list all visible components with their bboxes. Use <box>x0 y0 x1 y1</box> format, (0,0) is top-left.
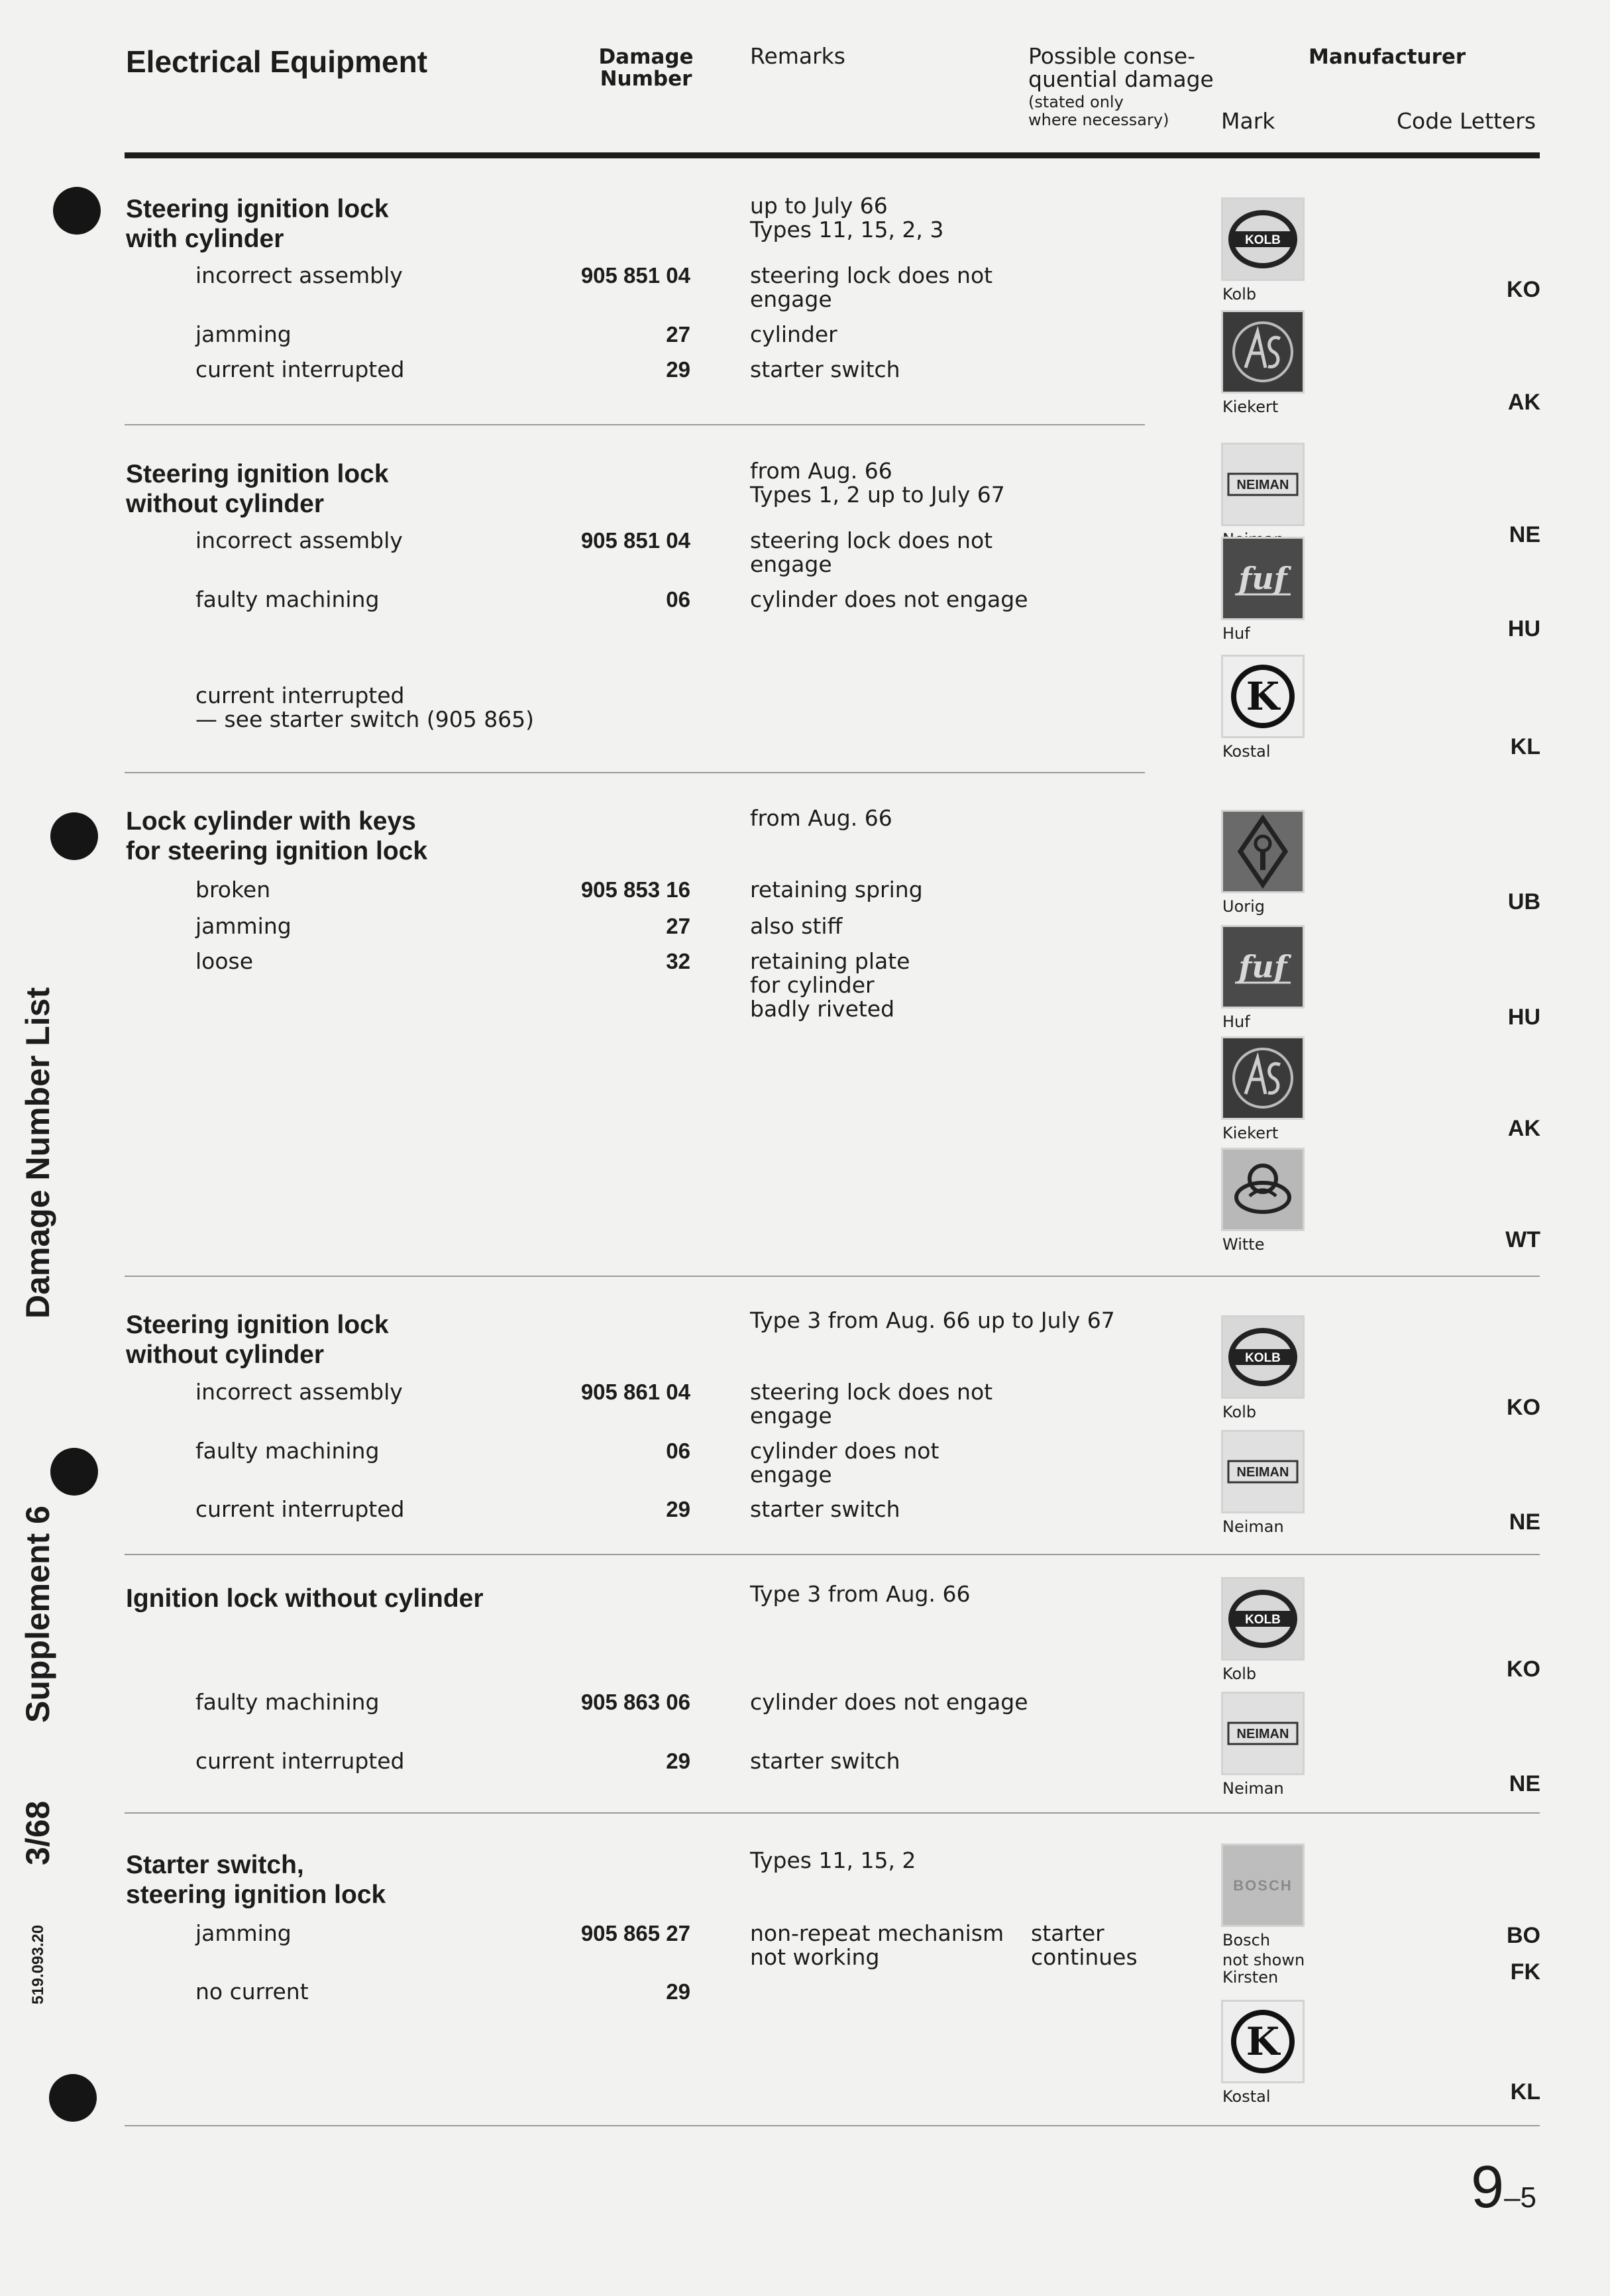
svg-text:fuf: fuf <box>1238 561 1287 596</box>
remark-line: engage <box>750 286 832 312</box>
damage-item <box>195 1380 403 1404</box>
section-divider <box>125 2125 1540 2126</box>
manufacturer-name: Kostal <box>1222 2087 1271 2106</box>
damage-number: 905 861 04 <box>580 1380 690 1404</box>
remark-line: starter switch <box>750 356 900 382</box>
neiman-logo-icon <box>1221 443 1305 526</box>
damage-number: 32 <box>666 949 690 973</box>
consequential-damage <box>1031 1922 1183 1969</box>
damage-number: 905 851 04 <box>580 263 690 288</box>
manufacturer-name: Uorig <box>1222 897 1265 916</box>
consequential-header: Possible conse- quential damage (stated only where necessary) <box>1028 43 1214 129</box>
code-letters-header: Code Letters <box>1397 108 1536 134</box>
remarks-header: Remarks <box>750 43 845 69</box>
sidebar-supplement: Supplement 6 <box>19 1505 56 1723</box>
section-divider <box>125 772 1145 773</box>
code-letters: AK <box>1507 390 1540 415</box>
svg-text:fuf: fuf <box>1238 949 1287 985</box>
damage-item-label: jamming <box>195 913 292 939</box>
section-title-line: Steering ignition lock <box>126 1311 389 1339</box>
binder-hole <box>50 812 98 860</box>
section-remarks <box>750 1582 1121 1606</box>
damage-remark <box>750 358 1035 382</box>
sidebar-list-title: Damage Number List <box>19 987 56 1319</box>
section-title-line: with cylinder <box>126 225 284 253</box>
svg-text:NEIMAN: NEIMAN <box>1236 478 1289 492</box>
code-letters: KL <box>1510 2079 1540 2105</box>
damage-number: 27 <box>666 914 690 938</box>
code-letters: HU <box>1507 1005 1540 1030</box>
remark-line: starter switch <box>750 1748 900 1774</box>
remarks-line: Types 11, 15, 2, 3 <box>750 217 944 243</box>
bosch-logo-icon <box>1221 1843 1305 1927</box>
damage-item <box>195 1922 292 1945</box>
damage-item <box>195 684 534 732</box>
damage-number: 29 <box>666 1979 690 2004</box>
neiman-logo-icon <box>1221 1430 1305 1513</box>
damage-item <box>195 1980 309 2004</box>
damage-remark <box>750 1439 1035 1487</box>
damage-item-note: — see starter switch (905 865) <box>195 706 535 732</box>
remark-line: cylinder does not engage <box>750 1689 1028 1715</box>
remark-line: cylinder does not engage <box>750 586 1028 612</box>
damage-number: 27 <box>666 322 690 347</box>
remark-line: engage <box>750 1403 832 1429</box>
binder-hole <box>53 187 101 235</box>
damage-remark <box>750 529 1035 576</box>
remark-line: also stiff <box>750 913 843 939</box>
huf-logo-icon <box>1221 537 1305 620</box>
damage-item <box>195 588 379 612</box>
binder-hole <box>49 2074 97 2122</box>
kostal-logo-icon <box>1221 655 1305 738</box>
damage-item-label: incorrect assembly <box>195 527 403 553</box>
svg-text:K: K <box>1246 674 1280 719</box>
manufacturer-name: Witte <box>1222 1235 1265 1254</box>
uorig-logo-icon <box>1221 810 1305 893</box>
damage-item-label: no current <box>195 1979 309 2004</box>
remarks-line: Type 3 from Aug. 66 up to July 67 <box>750 1307 1115 1333</box>
consequence-line: continues <box>1031 1944 1138 1970</box>
manufacturer-name: Huf <box>1222 624 1250 643</box>
damage-number: 29 <box>666 1497 690 1521</box>
damage-item <box>195 323 292 347</box>
damage-item <box>195 529 403 553</box>
binder-hole <box>50 1448 98 1496</box>
code-letters: NE <box>1509 522 1540 547</box>
manufacturer-name: Bosch <box>1222 1931 1271 1949</box>
section-remarks <box>750 459 1121 507</box>
damage-number: 06 <box>666 1439 690 1463</box>
manufacturer-name: Kolb <box>1222 1403 1257 1421</box>
code-letters: UB <box>1507 889 1540 914</box>
code-letters: KO <box>1507 277 1540 302</box>
manufacturer-name: Kiekert <box>1222 1124 1279 1142</box>
kolb-logo-icon <box>1221 197 1305 281</box>
damage-item <box>195 1690 379 1714</box>
section-title <box>126 806 427 866</box>
remark-line: for cylinder <box>750 972 875 998</box>
remark-line: starter switch <box>750 1496 900 1522</box>
code-letters: AK <box>1507 1116 1540 1141</box>
damage-item-label: faulty machining <box>195 586 380 612</box>
damage-remark <box>750 878 1035 902</box>
svg-text:NEIMAN: NEIMAN <box>1236 1727 1289 1741</box>
section-title <box>126 459 389 519</box>
damage-number: 905 863 06 <box>580 1690 690 1714</box>
huf-logo-icon <box>1221 925 1305 1009</box>
mark-header: Mark <box>1221 108 1275 134</box>
remark-line: non-repeat mechanism <box>750 1920 1004 1946</box>
section-remarks <box>750 1849 1121 1873</box>
section-title-line: Starter switch, <box>126 1851 304 1879</box>
damage-item <box>195 1498 404 1521</box>
remark-line: not working <box>750 1944 880 1970</box>
damage-number: 905 865 27 <box>580 1921 690 1945</box>
damage-item-label: incorrect assembly <box>195 262 403 288</box>
remarks-line: from Aug. 66 <box>750 458 892 484</box>
svg-text:KOLB: KOLB <box>1245 1351 1281 1365</box>
damage-number: 29 <box>666 1749 690 1773</box>
damage-remark <box>750 1690 1035 1714</box>
header-rule <box>125 152 1540 158</box>
svg-text:NEIMAN: NEIMAN <box>1236 1465 1289 1480</box>
damage-item-label: loose <box>195 948 254 974</box>
section-title-line: for steering ignition lock <box>126 837 428 865</box>
remark-line: steering lock does not <box>750 1379 993 1405</box>
damage-remark <box>750 1922 1035 1969</box>
section-title <box>126 1310 389 1370</box>
damage-number: 06 <box>666 587 690 612</box>
damage-item-label: current interrupted <box>195 683 405 708</box>
sidebar-date: 3/68 <box>19 1800 56 1865</box>
damage-item-label: incorrect assembly <box>195 1379 403 1405</box>
damage-item <box>195 950 253 973</box>
sidebar-doc-number: 519.093.20 <box>29 1924 47 2004</box>
manufacturer-name: Neiman <box>1222 1517 1284 1536</box>
manufacturer-name: not shown Kirsten <box>1222 1951 1305 1987</box>
witte-logo-icon <box>1221 1148 1305 1231</box>
section-remarks <box>750 1309 1121 1333</box>
manufacturer-header: Manufacturer <box>1309 45 1466 69</box>
damage-remark <box>750 264 1035 311</box>
manufacturer-name: Kolb <box>1222 285 1257 303</box>
manufacturer-name: Kiekert <box>1222 398 1279 416</box>
section-title-line: without cylinder <box>126 1340 325 1369</box>
section-title <box>126 1584 484 1613</box>
damage-item-label: faulty machining <box>195 1689 380 1715</box>
damage-item-label: broken <box>195 877 271 902</box>
section-remarks <box>750 806 1121 830</box>
damage-item-label: current interrupted <box>195 1748 405 1774</box>
svg-text:K: K <box>1246 2019 1280 2064</box>
svg-text:BOSCH: BOSCH <box>1233 1877 1293 1894</box>
section-title-line: Ignition lock without cylinder <box>126 1584 484 1613</box>
code-letters: HU <box>1507 616 1540 641</box>
manufacturer-name: Huf <box>1222 1012 1250 1031</box>
section-divider <box>125 424 1145 425</box>
damage-item-label: jamming <box>195 1920 292 1946</box>
remark-line: steering lock does not <box>750 527 993 553</box>
damage-remark <box>750 323 1035 347</box>
remark-line: engage <box>750 1462 832 1488</box>
damage-number: 905 851 04 <box>580 528 690 553</box>
remarks-line: Types 11, 15, 2 <box>750 1847 916 1873</box>
code-letters: FK <box>1510 1959 1540 1985</box>
damage-remark <box>750 914 1035 938</box>
kiekert-logo-icon <box>1221 310 1305 394</box>
svg-text:KOLB: KOLB <box>1245 1613 1281 1627</box>
damage-item <box>195 264 403 288</box>
section-title-line: Steering ignition lock <box>126 460 389 488</box>
remarks-line: Types 1, 2 up to July 67 <box>750 482 1005 508</box>
manufacturer-name: Kostal <box>1222 742 1271 761</box>
remark-line: badly riveted <box>750 996 895 1022</box>
section-title <box>126 1850 386 1910</box>
page-number: 9–5 <box>1471 2154 1537 2220</box>
remark-line: steering lock does not <box>750 262 993 288</box>
code-letters: KO <box>1507 1395 1540 1420</box>
damage-number: 29 <box>666 357 690 382</box>
page-title: Electrical Equipment <box>126 44 428 79</box>
remark-line: retaining plate <box>750 948 910 974</box>
remarks-line: from Aug. 66 <box>750 805 892 831</box>
kiekert-logo-icon <box>1221 1036 1305 1120</box>
remark-line: cylinder does not <box>750 1438 939 1464</box>
kolb-logo-icon <box>1221 1315 1305 1399</box>
kolb-logo-icon <box>1221 1577 1305 1661</box>
damage-number-header: Damage Number <box>598 45 694 91</box>
damage-remark <box>750 1380 1035 1428</box>
damage-remark <box>750 950 1035 1021</box>
consequence-line: starter <box>1031 1920 1104 1946</box>
section-title-line: Steering ignition lock <box>126 195 389 223</box>
code-letters: KL <box>1510 734 1540 759</box>
remarks-line: up to July 66 <box>750 193 888 219</box>
section-divider <box>125 1276 1540 1277</box>
damage-item-label: faulty machining <box>195 1438 380 1464</box>
damage-item <box>195 878 270 902</box>
damage-remark <box>750 1749 1035 1773</box>
damage-item <box>195 1439 379 1463</box>
kostal-logo-icon <box>1221 2000 1305 2083</box>
remark-line: retaining spring <box>750 877 923 902</box>
damage-item <box>195 914 292 938</box>
manufacturer-name: Neiman <box>1222 1779 1284 1798</box>
manufacturer-name: Kolb <box>1222 1665 1257 1683</box>
code-letters: KO <box>1507 1657 1540 1682</box>
section-title-line: steering ignition lock <box>126 1881 386 1909</box>
section-divider <box>125 1812 1540 1814</box>
damage-remark <box>750 588 1035 612</box>
damage-item <box>195 358 404 382</box>
code-letters: BO <box>1507 1923 1540 1948</box>
code-letters: NE <box>1509 1771 1540 1796</box>
damage-item-label: current interrupted <box>195 356 405 382</box>
code-letters: WT <box>1505 1227 1540 1252</box>
section-title-line: Lock cylinder with keys <box>126 807 416 836</box>
damage-item <box>195 1749 404 1773</box>
remarks-line: Type 3 from Aug. 66 <box>750 1581 971 1607</box>
section-divider <box>125 1554 1540 1555</box>
section-title-line: without cylinder <box>126 490 325 518</box>
damage-remark <box>750 1498 1035 1521</box>
damage-number: 905 853 16 <box>580 877 690 902</box>
section-remarks <box>750 194 1121 242</box>
section-title <box>126 194 389 254</box>
damage-item-label: jamming <box>195 321 292 347</box>
code-letters: NE <box>1509 1509 1540 1535</box>
neiman-logo-icon <box>1221 1692 1305 1775</box>
remark-line: cylinder <box>750 321 837 347</box>
damage-item-label: current interrupted <box>195 1496 405 1522</box>
svg-text:KOLB: KOLB <box>1245 233 1281 247</box>
remark-line: engage <box>750 551 832 577</box>
